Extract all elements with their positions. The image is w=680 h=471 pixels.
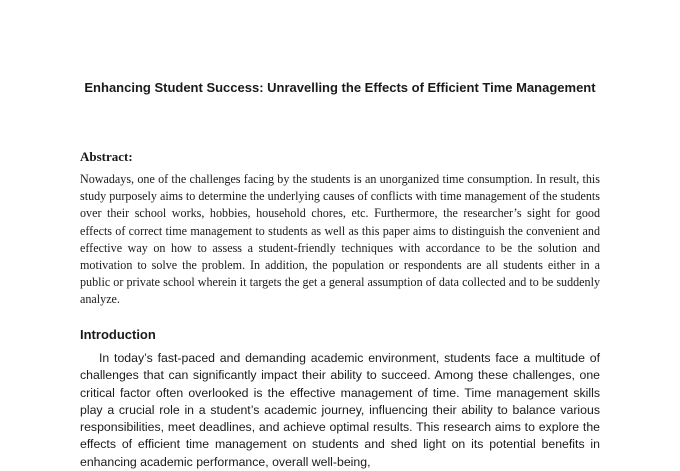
abstract-heading: Abstract: [80, 149, 133, 164]
introduction-heading: Introduction [80, 327, 156, 342]
abstract-paragraph: Nowadays, one of the challenges facing by the students is an unorganized time consumption. In result, this study purposely aims to determine the underlying causes of conflicts with time management of the students over their school works, hobbies, household chores, etc. Furthermore, the researcher’s sight for good effects of correct time management to students as well as this paper aims to distinguish the convenient and effective way on how to assess a student-friendly techniques with accordance to be the solution and motivation to solve the problem. In addition, the population or respondents are all students either in a public or private school wherein it targets the get a general assumption of data collected and to be suddenly analyze. [80, 172, 600, 307]
paper-title: Enhancing Student Success: Unravelling the Effects of Efficient Time Management [84, 80, 596, 95]
introduction-paragraph: In today’s fast-paced and demanding academic environment, students face a multitude of challenges that can significantly impact their ability to succeed. Among these challenges, one critical factor often overlooked is the effective management of time. Time management skills play a crucial role in a student’s academic journey, influencing their ability to balance various responsibilities, meet deadlines, and achieve optimal results. This research aims to explore the effects of efficient time management on students and shed light on its potential benefits in enhancing academic performance, overall well-being, [80, 351, 600, 469]
